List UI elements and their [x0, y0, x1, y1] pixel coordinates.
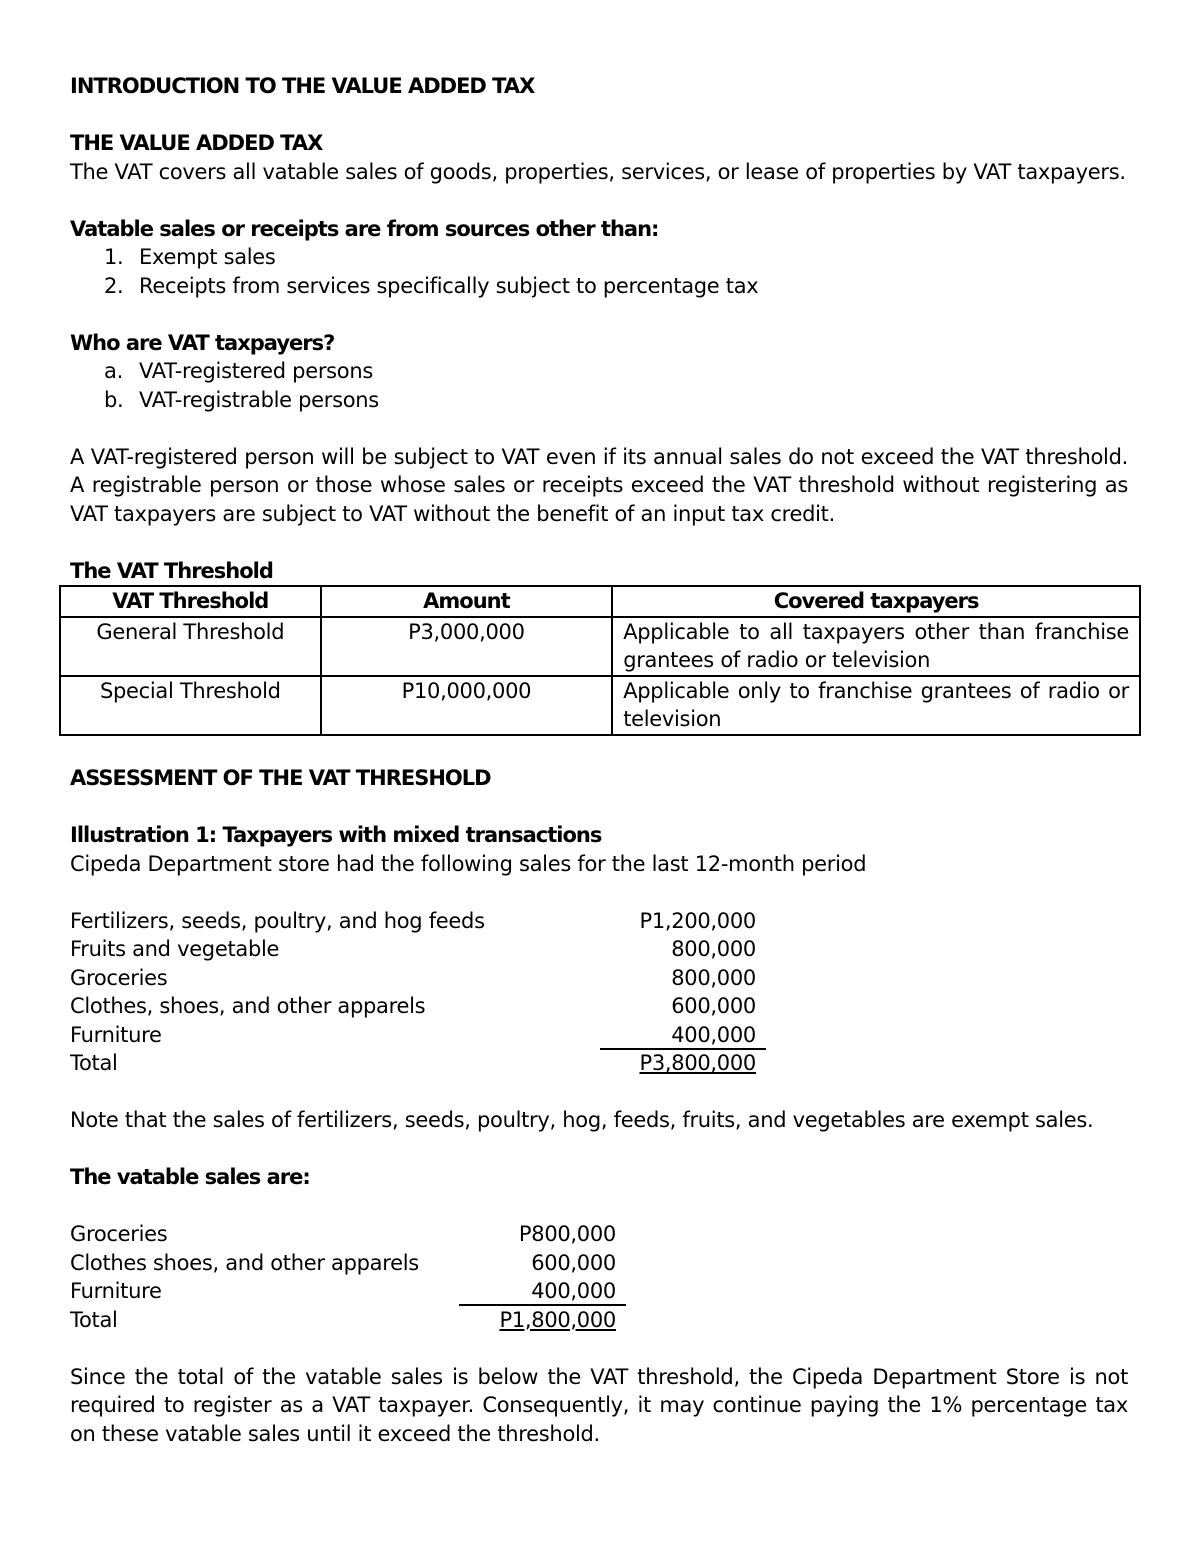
sales-schedule — [70, 907, 1128, 1078]
list-marker: b. — [104, 387, 124, 412]
schedule-total-amount: P3,800,000 — [639, 1051, 756, 1075]
table-header-row — [60, 586, 1140, 617]
schedule-label: Fertilizers, seeds, poultry, and hog feeds — [70, 908, 485, 933]
list-item-text: Receipts from services specifically subject to percentage tax — [139, 273, 759, 298]
illustration-intro: Cipeda Department store had the following sales for the last 12-month period — [70, 851, 867, 876]
schedule-total-row — [70, 1049, 1128, 1078]
taxpayers-heading: Who are VAT taxpayers? — [70, 330, 335, 355]
schedule-row — [70, 1220, 1128, 1249]
schedule-amount: 600,000 — [671, 994, 756, 1018]
list-item-text: VAT-registrable persons — [139, 387, 379, 412]
schedule-label: Clothes, shoes, and other apparels — [70, 994, 426, 1018]
list-marker: 1. — [104, 245, 124, 269]
table-cell: General Threshold — [60, 617, 321, 676]
document-title: INTRODUCTION TO THE VALUE ADDED TAX — [70, 74, 535, 98]
document-page — [70, 72, 1128, 1448]
column-header: Covered taxpayers — [612, 586, 1140, 617]
schedule-label: Clothes shoes, and other apparels — [70, 1250, 419, 1275]
schedule-amount: 400,000 — [671, 1022, 756, 1047]
registration-paragraph: A VAT-registered person will be subject to VAT even if its annual sales do not exceed the VAT threshold. A registrable person or those whose sales or receipts exceed the VAT threshold without registering as VAT taxpayers are subject to VAT without the benefit of an input tax credit. — [70, 444, 1128, 526]
column-header: VAT Threshold — [60, 586, 321, 617]
vatable-schedule — [70, 1220, 1128, 1334]
section-heading-vat: THE VALUE ADDED TAX — [70, 131, 323, 155]
list-item — [70, 272, 1128, 301]
table-cell: Applicable only to franchise grantees of radio or television — [612, 676, 1140, 735]
assessment-heading: ASSESSMENT OF THE VAT THRESHOLD — [70, 766, 491, 790]
schedule-amount: 800,000 — [671, 965, 756, 990]
schedule-row — [70, 992, 1128, 1021]
table-row — [60, 676, 1140, 735]
schedule-row — [70, 1021, 1128, 1050]
schedule-label: Furniture — [70, 1022, 162, 1047]
vatable-sources-list — [70, 243, 1128, 300]
vat-definition-paragraph: The VAT covers all vatable sales of goods, properties, services, or lease of properties by VAT taxpayers. — [70, 159, 1126, 184]
list-item-text: VAT-registered persons — [139, 359, 374, 383]
conclusion-paragraph: Since the total of the vatable sales is below the VAT threshold, the Cipeda Department Store is not required to register as a VAT taxpayer. Consequently, it may continue paying the 1% percentage tax on these vatable sales until it exceed the threshold. — [70, 1364, 1128, 1446]
threshold-table — [59, 585, 1141, 736]
schedule-total-label: Total — [70, 1051, 118, 1075]
schedule-amount: P800,000 — [518, 1222, 616, 1246]
schedule-row — [70, 964, 1128, 993]
table-cell: P10,000,000 — [321, 676, 613, 735]
list-item-text: Exempt sales — [139, 245, 276, 269]
vatable-sales-heading: The vatable sales are: — [70, 1165, 310, 1189]
schedule-amount: P1,200,000 — [639, 908, 756, 933]
schedule-row — [70, 907, 1128, 936]
taxpayers-list — [70, 357, 1128, 414]
threshold-table-heading: The VAT Threshold — [70, 558, 273, 583]
schedule-total-label: Total — [70, 1307, 118, 1332]
list-marker: a. — [104, 359, 123, 383]
exempt-note: Note that the sales of fertilizers, seeds, poultry, hog, feeds, fruits, and vegetables are exempt sales. — [70, 1108, 1094, 1132]
schedule-row — [70, 1249, 1128, 1278]
table-cell: P3,000,000 — [321, 617, 613, 676]
schedule-amount: 400,000 — [531, 1279, 616, 1303]
schedule-amount: 600,000 — [531, 1250, 616, 1275]
schedule-total-row — [70, 1306, 1128, 1335]
list-item — [70, 357, 1128, 386]
list-item — [70, 386, 1128, 415]
illustration-heading: Illustration 1: Taxpayers with mixed transactions — [70, 823, 602, 847]
schedule-total-amount: P1,800,000 — [499, 1307, 616, 1332]
schedule-amount: 800,000 — [671, 937, 756, 961]
table-cell: Special Threshold — [60, 676, 321, 735]
list-marker: 2. — [104, 273, 124, 298]
table-row — [60, 617, 1140, 676]
schedule-row — [70, 935, 1128, 964]
schedule-label: Fruits and vegetable — [70, 937, 280, 961]
schedule-label: Groceries — [70, 1222, 168, 1246]
vatable-sources-heading: Vatable sales or receipts are from sources other than: — [70, 216, 659, 241]
schedule-row — [70, 1277, 1128, 1306]
schedule-label: Furniture — [70, 1279, 162, 1303]
list-item — [70, 243, 1128, 272]
column-header: Amount — [321, 586, 613, 617]
schedule-label: Groceries — [70, 965, 168, 990]
table-cell: Applicable to all taxpayers other than franchise grantees of radio or television — [612, 617, 1140, 676]
